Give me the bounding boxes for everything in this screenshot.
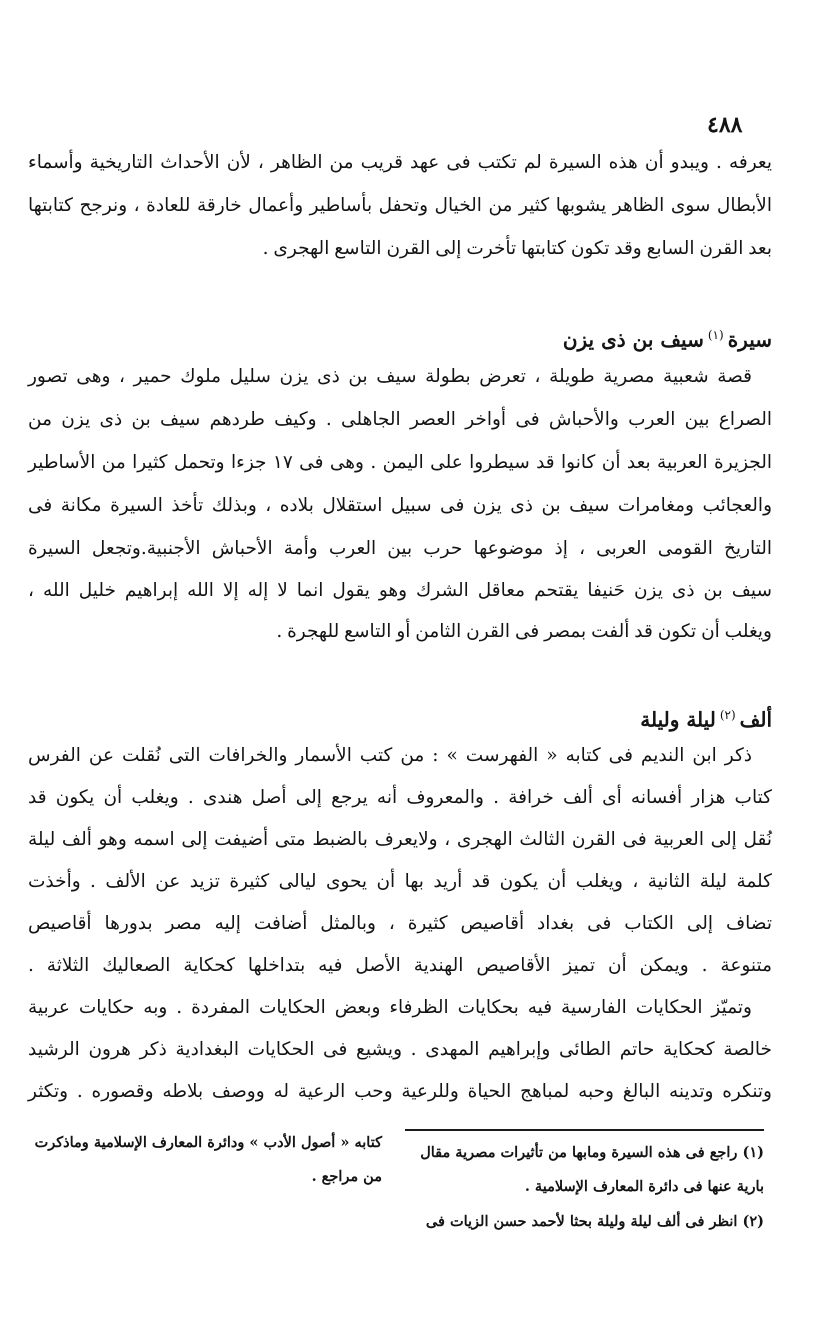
footnote-2-continued: من مراجع . [311,1168,382,1185]
section-heading-alf-layla [640,695,772,735]
body-line: التاريخ القومى العربى ، إذ موضوعها حرب بين العرب وأمة الأحباش الأجنبية.وتجعل السيرة [28,538,772,559]
heading-word: ألف [739,707,772,732]
body-line: ذكر ابن النديم فى كتابه « الفهرست » : من كتب الأسمار والخرافات التى نُقلت عن الفرس [28,745,752,766]
body-line: الجزيرة العربية بعد أن كانوا قد سيطروا على اليمن . وهى فى ١٧ جزءا وتحمل كثيرا من الأساطير [28,452,772,473]
body-line: سيف بن ذى يزن حَنيفا يقتحم معاقل الشرك وهو يقول انما لا إله إلا الله إبراهيم خليل الله ، [28,580,772,601]
body-line: وتميّز الحكايات الفارسية فيه بحكايات الظرفاء وبعض الحكايات المفردة . وبه حكايات عربية [28,997,752,1018]
body-line: كتاب هزار أفسانه أى ألف خرافة . والمعروف أنه يرجع إلى أصل هندى . ويغلب أن يكون قد [28,787,772,808]
footnote-ref-1: (١) [707,328,724,342]
intro-line: بعد القرن السابع وقد تكون كتابتها تأخرت إلى القرن التاسع الهجرى . [262,238,772,259]
section-heading-sirat-sayf [563,315,772,355]
page-number: ٤٨٨ [707,112,743,138]
body-line: والعجائب ومغامرات سيف بن ذى يزن فى سبيل استقلال بلاده ، وبذلك تأخذ السيرة مكانة فى [28,495,772,516]
body-line: تضاف إلى الكتاب فى بغداد أقاصيص كثيرة ، وبالمثل أضافت إليه مصر بدورها أقاصيص [28,913,772,934]
footnote-1-line: بارية عنها فى دائرة المعارف الإسلامية . [524,1178,764,1195]
body-line: متنوعة . ويمكن أن تميز الأقاصيص الهندية الأصل فيه بتداخلها كحكاية الصعاليك الثلاثة . [28,955,772,976]
footnote-2-continued: كتابه « أصول الأدب » ودائرة المعارف الإسلامية وماذكرت [34,1134,382,1151]
footnote-separator [405,1129,764,1131]
footnote-2-line: (٢) انظر فى ألف ليلة وليلة بحثا لأحمد حسن الزيات فى [425,1213,764,1230]
body-line: قصة شعبية مصرية طويلة ، تعرض بطولة سيف بن ذى يزن سليل ملوك حمير ، وهى تصور [28,366,752,387]
heading-rest: سيف بن ذى يزن [562,327,704,352]
intro-line: الأبطال سوى الظاهر يشوبها كثير من الخيال وتحفل بأساطير وأعمال خارقة للعادة ، ونرجح كتابتها [28,195,772,216]
footnote-1-line: (١) راجع فى هذه السيرة ومابها من تأثيرات مصرية مقال [420,1144,764,1161]
body-line: ويغلب أن تكون قد ألفت بمصر فى القرن الثامن أو التاسع للهجرة . [276,621,772,642]
body-line: خالصة كحكاية حاتم الطائى وإبراهيم المهدى . ويشيع فى الحكايات البغدادية ذكر هرون الرشيد [28,1039,772,1060]
body-line: الصراع بين العرب والأحباش فى أواخر العصر الجاهلى . وكيف طردهم سيف بن ذى يزن من [28,409,772,430]
intro-line: يعرفه . ويبدو أن هذه السيرة لم تكتب فى عهد قريب من الظاهر ، لأن الأحداث التاريخية وأسماء [28,152,772,173]
footnote-ref-2: (٢) [719,708,736,722]
body-line: وتنكره وتدينه البالغ وحبه لمباهج الحياة وللرعية وحب الرعية له ووصف بلاطه وقصوره . وتكثر [28,1081,772,1102]
heading-word: سيرة [727,327,772,352]
body-line: نُقل إلى العربية فى القرن الثالث الهجرى ، ولايعرف بالضبط متى أضيفت إلى اسمه وهو ألف ليلة [28,829,772,850]
body-line: كلمة ليلة الثانية ، ويغلب أن يكون قد أريد بها أن يحوى ليالى كثيرة تزيد عن الألف . وأخذت [28,871,772,892]
heading-rest: ليلة وليلة [640,707,716,732]
